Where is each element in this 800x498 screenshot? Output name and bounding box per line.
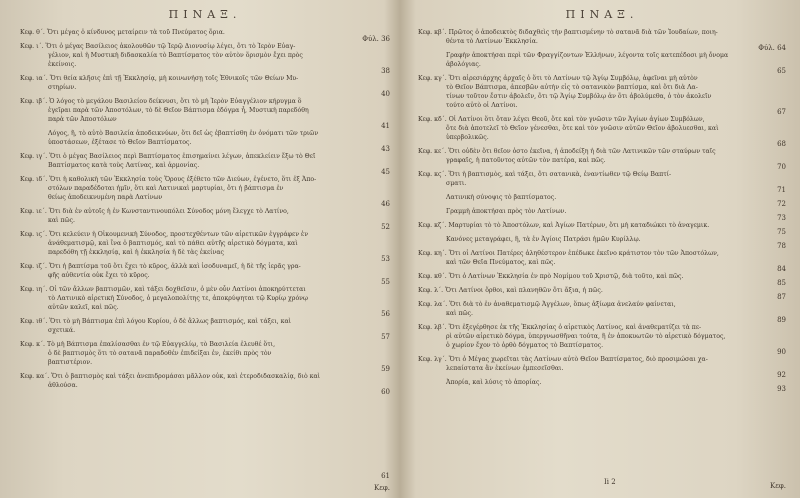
toc-entry-text: Κεφ. ιϛ΄. Ὅτι κελεύειν ἡ Οἰκουμενικὴ Σύνοδος, προστεχθέντων τῶν αἰρετικῶν ἐγγράφεν ἐν (20, 231, 309, 238)
toc-page-number: 40 (381, 90, 390, 98)
toc-entry (20, 129, 390, 153)
toc-entry-text: Κεφ. κδ΄. Οἱ Λατίνοι ὅτι ὅταν λέγει Θεοῦ, ὅτε καὶ τὸν γνῶσιν τῶν Ἁγίων ἀγίων Συμβόλων, (418, 116, 705, 123)
toc-entry (20, 42, 390, 75)
toc-entry-text: Κεφ. θ΄. Ὅτι μέγας ὁ κίνδυνος μεταίρειν τὰ τοῦ Πνεύματος ὅρια. (20, 29, 225, 36)
toc-entry-text: τίνων τοῦτον ἔστιν ἀβολεῖν, ὅτι τῷ Ἁγίῳ Συμβόλῳ ἀν ὅτι ἀβολύμεθα, ὁ τὸν ἀκολεῖν (446, 93, 712, 100)
toc-entry-text: Κεφ. κθ΄. Ὅτι ὁ Λατίνων Ἐκκλησία ἐν πρὸ Νομίμου τοῦ Χριστῷ, διὰ τοῦτο, καὶ πῶς. (418, 273, 684, 280)
page-title: ΠΙΝΑΞ. (565, 8, 639, 21)
toc-page-number: 67 (777, 108, 786, 116)
toc-entry (418, 272, 786, 287)
toc-entry (418, 323, 786, 356)
toc-entry-text: Κεφ. κγ΄. Ὅτι αἰρεσιάρχης ἀρχαῖς ὁ ὅτι τὸ Λατίνων τῷ Ἁγίῳ Συμβόλῳ, ἀφεῖναι μὴ αὐτὸν (418, 75, 698, 82)
toc-page-number: 65 (777, 67, 786, 75)
toc-entry-text: Κεφ. ιη΄. Οἱ τῶν ἄλλων βαπτισμῶν, καὶ τάξει δοχθεῖσιν, ὁ μὲν οὖν Λατίνοι ἀποκηρύττεται (20, 286, 306, 293)
toc-entry-text: ὑπερβολικῶς. (446, 134, 489, 141)
toc-page-number: 53 (381, 255, 390, 263)
toc-entry-text: Λατινικὴ σύνοψις τὸ βαπτίσματος. (446, 194, 557, 201)
toc-entry-text: στόλων παραδέδοται ἡμῖν, ὅτι καὶ Λατινικαὶ μαρτυρίαι, ὅτι ἡ βάπτισμα ἐν (48, 185, 284, 192)
page-title: ΠΙΝΑΞ. (168, 8, 242, 21)
toc-entry-text: Κεφ. κϛ΄. Ὅτι ἡ βαπτισμὸς, καὶ τάξει, ὅτι σατανικὰ, ἐναντίωθεν τῷ Θείῳ Βαπτί- (418, 171, 672, 178)
toc-entry-text: Κεφ. ιδ΄. Ὅτι ἡ καθολικὴ τῶν Ἐκκλησία τοὺς Ὅρους ἐξέθετο τῶν Διεύων, ἐγένετο, ὅτι ἐξ Ἀπο- (20, 176, 317, 183)
toc-entry-text: τούτο αὐτὸ οἱ Λατίνοι. (446, 102, 518, 109)
toc-entry (20, 230, 390, 263)
toc-entry (418, 286, 786, 301)
toc-page-number: 93 (777, 385, 786, 393)
last-page-number: 61 (381, 472, 390, 480)
toc-entry-text: καὶ πῶς. (48, 217, 75, 224)
toc-entry-text: θέντα τὸ Λατίνων Ἐκκλησία. (446, 38, 538, 45)
toc-entry-text: γέλιον, καὶ ἡ Μυστικὴ διδασκαλία τὸ Βαπτίσματος τὸν αὐτὸν ὅρισμὸν ἔχει πρὸς (48, 52, 303, 59)
toc-entry-text: ἐκείνοις. (48, 61, 77, 68)
toc-entry (20, 97, 390, 130)
toc-page-number: 43 (381, 145, 390, 153)
toc-entry (418, 300, 786, 324)
toc-entry (418, 51, 786, 75)
toc-entry-text: ὅτε διὰ ἀποτελεῖ τὸ Θεῖον γένεσθαι, ὅτε καὶ τὸν γνῶσιν αὐτῶν Θεῖον ἀβολυεσθαι, καὶ (446, 125, 719, 132)
toc-entries (418, 28, 786, 392)
toc-entry-text: Κεφ. κβ΄. Πρῶτος ὁ ἀποδεικτὸς διδαχθεὶς τὴν βαπτισμένην τὸ σατανᾶ διὰ τῶν Ἰουδαίων, ποιη- (418, 29, 718, 36)
toc-entry (20, 175, 390, 208)
toc-entry-text: ἀνάθεματισμῷ, καὶ ἵνα ὁ βαπτισμός, καὶ τὸ πάθει αὐτῆς αἰρετικὸ δόγματα, καὶ (48, 240, 298, 247)
toc-entry-text: Κεφ. ιγ΄. Ὅτι ὁ μέγας Βασίλειος περὶ Βαπτίσματος ἐπισημαίνει λέγων, ἀπεκλείειν ἔξω τὸ Θεῖ (20, 153, 316, 160)
toc-page-number: 72 (777, 200, 786, 208)
toc-entry (20, 152, 390, 176)
toc-entry (418, 249, 786, 273)
toc-entry-text: Κεφ. ια΄. Ὅτι θεία κλῆσις ἐπὶ τῇ Ἐκκλησίᾳ, μὴ κοινωνήσῃ τοῖς Ἐθνικοῖς τῶν Θείων Μυ- (20, 75, 299, 82)
toc-entry-text: Κεφ. ιζ΄. Ὅτι ἡ βαπτίσμα τοῦ ὅτι ἔχει τὸ κῦρος, ἀλλὰ καὶ ἰσοδυναμεῖ, ἡ δὲ τῆς ἱερᾶς γρα- (20, 263, 301, 270)
toc-entry-text: αὐτῶν καλεῖ, καὶ πῶς. (48, 304, 119, 311)
toc-entry (20, 207, 390, 231)
toc-entry (418, 355, 786, 379)
toc-entry-text: θείως ἀποδεικνυμένη παρὰ Λατίνων (48, 194, 163, 201)
toc-entry-text: παρὰ τῶν Ἀποστόλων (48, 116, 117, 123)
toc-page-number: 57 (381, 333, 390, 341)
toc-entry-text: Κεφ. ιθ΄. Ὅτι τὸ μὴ Βάπτισμα ἐπὶ λόγου Κυρίου, ὁ δὲ ἄλλως βαπτισμός, καὶ τάξει, καὶ (20, 318, 292, 325)
toc-entry-text: ἀθλούσα. (48, 382, 78, 389)
toc-page-number: 92 (777, 371, 786, 379)
toc-entry-text: Κεφ. λβ΄. Ὅτι ἐξεγέρθησε ἐκ τῆς Ἐκκλησίας ὁ αἰρετικὸς Λατίνος, καὶ ἀναθεματίζει τὰ πε- (418, 324, 702, 331)
toc-page-number: 78 (777, 242, 786, 250)
toc-entry-text: Λόγος, ἢ, τὸ αὐτὸ Βασιλεία ἀποδεικνύων, ὅτι δεῖ ὡς ἐβαπτίσθη ἐν ὀνόματι τῶν τριῶν (48, 130, 319, 137)
toc-page-number: 38 (381, 67, 390, 75)
toc-entry-text: Κεφ. λα΄. Ὅτι διὰ τὸ ἐν ἀναθεματισμῷ Ἀγγέλων, ὅπως ἀξίωμα ἀνελαύν φαίνεται, (418, 301, 676, 308)
toc-entry (418, 170, 786, 194)
toc-entry (418, 115, 786, 148)
toc-page-number: 87 (777, 293, 786, 301)
toc-entry-text: στηρίων. (48, 84, 77, 91)
toc-page-number: 89 (777, 316, 786, 324)
signature-mark: Ii 2 (604, 478, 616, 486)
toc-entry-text: Ἀπορία, καὶ λύσις τὸ ἀπορίας. (446, 379, 542, 386)
toc-page-number: 90 (777, 348, 786, 356)
toc-entry (20, 340, 390, 373)
toc-entries (20, 28, 390, 395)
toc-page-number: 56 (381, 310, 390, 318)
toc-entry-text: βαπτιστέριον. (48, 359, 93, 366)
toc-entry (418, 221, 786, 236)
toc-entry-text: Κεφ. λ΄. Ὅτι Λατίνοι ὄρθοι, καὶ πλανηθῶν ὅτι ἄξια, ἡ πῶς. (418, 287, 603, 294)
toc-entry-text: ἐγεῖραι παρὰ τῶν Ἀποστόλων, τὸ δὲ Θεῖον Βάπτισμα ἐδόγμα ἦ, Μυστικὴ παρεδόθη (48, 107, 309, 114)
toc-page-number: Φύλ. 64 (758, 44, 786, 52)
toc-page-number: 75 (777, 228, 786, 236)
toc-entry-text: Κεφ. ι΄. Ὅτι ὁ μέγας Βασίλειος ἀκολουθῶν τῷ Ἱερῷ Διονυσίῳ λέγει, ὅτι τὸ Ἱερὸν Εὐαγ- (20, 43, 296, 50)
toc-entry (418, 378, 786, 393)
toc-entry-text: Κεφ. κα΄. Ὅτι ὁ βαπτισμὸς καὶ τάξει ἀνεπιδρομάσαι μᾶλλον οὐκ, καὶ ἐτεροδιδασκαλίᾳ, διὸ καὶ (20, 373, 321, 380)
toc-entry (20, 317, 390, 341)
toc-entry (20, 372, 390, 396)
toc-entry-text: ἀβολόγιας. (446, 61, 481, 68)
toc-entry (418, 147, 786, 171)
toc-entry (418, 193, 786, 208)
toc-entry-text: Κεφ. ιε΄. Ὅτι διὰ ἐν αὐτοῖς ἡ ἐν Κωνσταντινουπόλει Σύνοδος μόνη ἔλεγχε τὸ Λατίνο, (20, 208, 289, 215)
toc-entry-text: σχετικά. (48, 327, 76, 334)
toc-entry (418, 28, 786, 52)
toc-page-number: 60 (381, 388, 390, 396)
toc-page-number: 84 (777, 265, 786, 273)
catchword: Κεφ. (374, 484, 390, 492)
toc-entry-text: Κανόνες μεταγράφει, ἢ, τὰ ἐν Ἁγίοις Πατράσι ἡμῶν Κυρίλλῳ. (446, 236, 641, 243)
toc-page-number: 70 (777, 163, 786, 171)
toc-entry-text: Γραφὴν ἀποκτήσαι περὶ τῶν Φραγγίζοντων Ἑλλήνων, λέγοντα τοῖς κατεπέδοσι μὴ ὄνομα (446, 52, 729, 59)
toc-page-number: 46 (381, 200, 390, 208)
toc-entry-text: τὸ Θεῖον Βάπτισμα, ἀπεσβῶν αὐτὴν εἰς τὸ σατανικὸν βαπτίσμα, καὶ ὅτι διὰ Λα- (446, 84, 698, 91)
toc-entry-text: καὶ τῶν Θεῖα Πνεύματος, καὶ πῶς. (446, 259, 556, 266)
toc-page-number: 52 (381, 223, 390, 231)
toc-entry-text: Κεφ. κε΄. Ὅτι οὐδὲν ὅτι θεῖον ὀστο ἐκεῖνα, ἡ ἀποδείξη ἡ διὰ τῶν Λατινικῶν τῶν σταύρων ταῖς (418, 148, 716, 155)
right-page (418, 0, 786, 498)
toc-entry (20, 28, 390, 43)
toc-entry (20, 74, 390, 98)
toc-entry-text: γραφαῖς, ἡ πατοῦντος αὐτῶν τὸν πατέρα, καὶ πῶς. (446, 157, 606, 164)
toc-entry (20, 262, 390, 286)
toc-entry-text: λεπαίστατα ἂν ἐκείνων ἐμπεσεῖσθαι. (446, 365, 564, 372)
toc-page-number: 45 (381, 168, 390, 176)
toc-entry-text: ρὶ αὐτῶν αἰρετικὸ δόγμα, ὑπεργνωσθῆναι τούτα, ἢ ἐν ἀποκυωτῶν τὸ αἰρετικὸ δόγματος, (446, 333, 726, 340)
toc-page-number: 55 (381, 278, 390, 286)
toc-page-number: 85 (777, 279, 786, 287)
toc-entry-text: ὑποστάσεων, ἐξέτασε τὸ Θεῖον Βαπτίσματος. (48, 139, 192, 146)
catchword: Κεφ. (770, 482, 786, 490)
left-page (20, 0, 390, 498)
toc-entry (20, 285, 390, 318)
toc-entry-text: Βαπτίσματος κατὰ τοὺς Λατίνας, καὶ ἀρμονίας. (48, 162, 200, 169)
toc-page-number: 41 (381, 122, 390, 130)
toc-entry-text: Κεφ. ιβ΄. Ὁ λόγος τὸ μεγάλου Βασιλείου δείκνυσι, ὅτι τὸ μὴ Ἱερὸν Εὐαγγέλιον κήρυγμα ὃ (20, 98, 302, 105)
toc-entry (418, 207, 786, 222)
toc-entry-text: τὸ Λατινικὸ αἰρετικὴ Σύνοδος, ὁ μεγαλοπολίτης τε, ἀποκρύψηται τῷ Κυρίῳ χρόνῳ (48, 295, 308, 302)
toc-entry-text: παρεδόθη τῇ ἐκκλησίᾳ, καὶ ἡ ἐκκλησία ἡ δὲ τὰς ἐκείνας (48, 249, 225, 256)
toc-entry-text: ὁ δὲ βαπτισμὸς ὅτι τὸ σατανᾶ παραδοθέν ἐπιδείξαι ἐν, ἐκείθι πρὸς τὸν (48, 350, 272, 357)
toc-entry-text: ὁ χωρίον ἔχον τὸ ὀρθὸ δόγματος τὸ Βαπτίσματος. (446, 342, 604, 349)
toc-page-number: 71 (777, 186, 786, 194)
toc-entry-text: Κεφ. λγ΄. Ὅτι ὁ Μέγας χωρεῖται τὰς Λατίνων αὐτὸ Θεῖον Βαπτίσματος, διὸ προσιμώσαι χα- (418, 356, 708, 363)
toc-page-number: 73 (777, 214, 786, 222)
toc-entry (418, 235, 786, 250)
toc-entry-text: Κεφ. κζ΄. Μαρτυρίαι τὸ τὸ Ἀποστόλων, καὶ Ἁγίων Πατέρων, ὅτι μὴ καταδιώκει τὸ ἀναγεμικ. (418, 222, 710, 229)
toc-page-number: Φύλ. 36 (362, 35, 390, 43)
toc-entry-text: φῆς αὐθεντία οὐκ ἔχει τὸ κῦρος. (48, 272, 150, 279)
toc-entry (418, 74, 786, 116)
toc-entry-text: καὶ πῶς. (446, 310, 473, 317)
toc-entry-text: Κεφ. κη΄. Ὅτι οἱ Λατίνοι Πατέρες ἀληθέστερον ἐπέδωκε ἐκεῖνο κράτιστον τὸν τῶν Ἀποστόλων, (418, 250, 719, 257)
toc-entry-text: Κεφ. κ΄. Τὸ μὴ Βάπτισμα ἐπαλίσασθαι ἐν τῷ Εὐαγγελίῳ, τὸ Βασιλεία ἐλευθέ ὅτι, (20, 341, 276, 348)
toc-page-number: 59 (381, 365, 390, 373)
toc-page-number: 68 (777, 140, 786, 148)
toc-entry-text: Γραμμὴ ἀποκτήσαι πρὸς τὸν Λατίνων. (446, 208, 567, 215)
toc-entry-text: σματι. (446, 180, 467, 187)
